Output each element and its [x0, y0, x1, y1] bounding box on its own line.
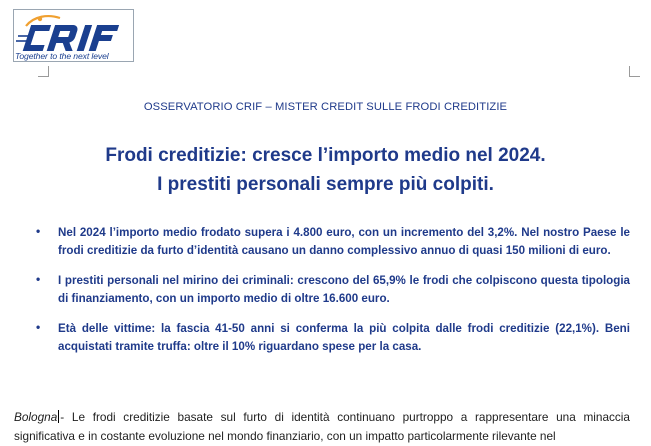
key-point [36, 272, 630, 308]
logo-letter-c [23, 25, 51, 51]
logo-letter-f [89, 25, 119, 51]
bullet-marker: • [36, 320, 41, 334]
logo-letter-r [47, 25, 81, 51]
bullet-marker: • [36, 272, 41, 286]
page-margin-corner-left [38, 66, 49, 77]
key-point [36, 224, 630, 260]
bullet-marker: • [36, 224, 41, 238]
dateline-place: Bologna [14, 410, 58, 424]
key-point-text: Nel 2024 l’importo medio frodato supera i 4.800 euro, con un incremento del 3,2%. Nel nostro Paese le frodi creditizie da furto d’identità causano un danno complessivo annuo di quasi 150 milioni di euro. [58, 226, 630, 257]
crif-logo-mark [14, 10, 135, 54]
key-points-list [36, 224, 630, 368]
crif-logo [13, 9, 134, 62]
key-point [36, 320, 630, 356]
body-paragraph[interactable]: Bologna - Le frodi creditizie basate sul furto di identità continuano purtroppo a rappresentare una minaccia significativa e in costante evoluzione nel mondo finanziario, con un impatto particolarmente rilevante nel [14, 410, 630, 443]
logo-letter-i [77, 25, 92, 51]
text-cursor [58, 410, 59, 423]
page-margin-corner-right [629, 66, 640, 77]
key-point-text: Età delle vittime: la fascia 41-50 anni si conferma la più colpita dalle frodi creditizie (22,1%). Beni acquistati tramite truffa: oltre il 10% riguardano spese per la casa. [58, 322, 630, 353]
body-text: Le frodi creditizie basate sul furto di identità continuano purtroppo a rappresentare una minaccia significativa e in costante evoluzione nel mondo finanziario, con un impatto particolarmente rilevante nel [14, 410, 630, 443]
headline-line-2: I prestiti personali sempre più colpiti. [157, 174, 494, 195]
headline-line-1: Frodi creditizie: cresce l’importo medio nel 2024. [105, 145, 546, 166]
logo-swoosh-dot [38, 17, 42, 21]
logo-tagline: Together to the next level [15, 51, 109, 61]
logo-swoosh [26, 16, 60, 26]
observatory-header: OSSERVATORIO CRIF – MISTER CREDIT SULLE FRODI CREDITIZIE [143, 101, 508, 113]
key-point-text: I prestiti personali nel mirino dei criminali: crescono del 65,9% le frodi che colpiscono questa tipologia di finanziamento, con un importo medio di oltre 16.600 euro. [58, 274, 630, 305]
